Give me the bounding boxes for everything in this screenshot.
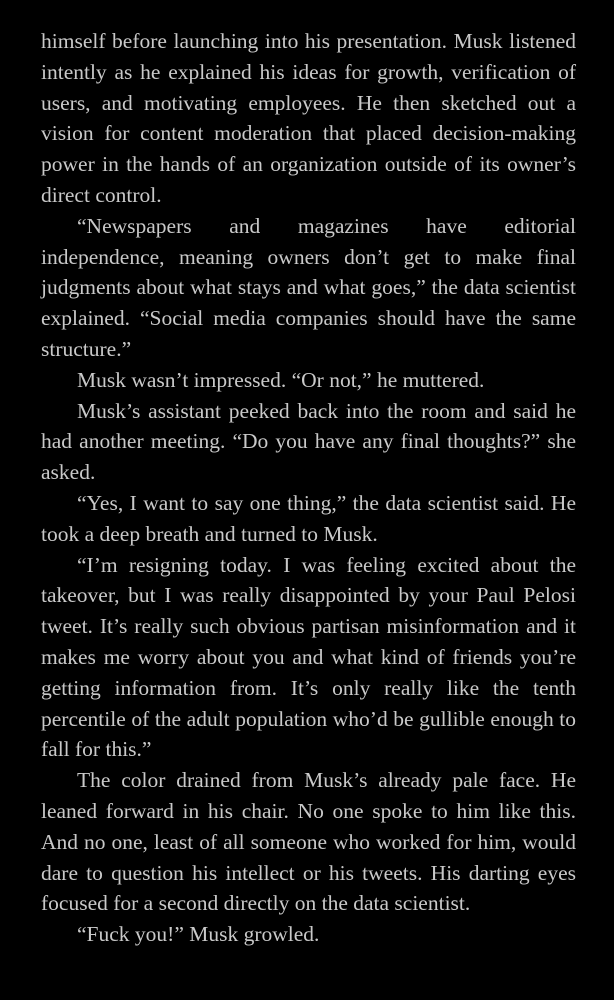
paragraph-5: “Yes, I want to say one thing,” the data scientist said. He took a deep breath and turned to Musk. xyxy=(41,490,576,546)
paragraph-1: himself before launching into his presentation. Musk listened intently as he explained his ideas for growth, verification of users, and motivating employees. He then sketched out a vision for content moderation that placed decision-making power in the hands of an organization outside of its owner’s direct control. xyxy=(41,29,576,207)
paragraph-4: Musk’s assistant peeked back into the room and said he had another meeting. “Do you have any final thoughts?” she asked. xyxy=(41,398,576,485)
paragraph-3: Musk wasn’t impressed. “Or not,” he muttered. xyxy=(77,367,485,392)
paragraph-6: “I’m resigning today. I was feeling excited about the takeover, but I was really disappointed by your Paul Pelosi tweet. It’s really such obvious partisan misinformation and it makes me worry about you and what kind of friends you’re getting information from. It’s only really like the tenth percentile of the adult population who’d be gullible enough to fall for this.” xyxy=(41,552,576,762)
paragraph-8: “Fuck you!” Musk growled. xyxy=(77,922,320,947)
paragraph-7: The color drained from Musk’s already pale face. He leaned forward in his chair. No one spoke to him like this. And no one, least of all someone who worked for him, would dare to question his intellect or his tweets. His darting eyes focused for a second directly on the data scientist. xyxy=(41,768,576,916)
paragraph-2: “Newspapers and magazines have editorial independence, meaning owners don’t get to make final judgments about what stays and what goes,” the data scientist explained. “Social media companies should have the same structure.” xyxy=(41,213,576,361)
reading-page xyxy=(41,26,576,950)
